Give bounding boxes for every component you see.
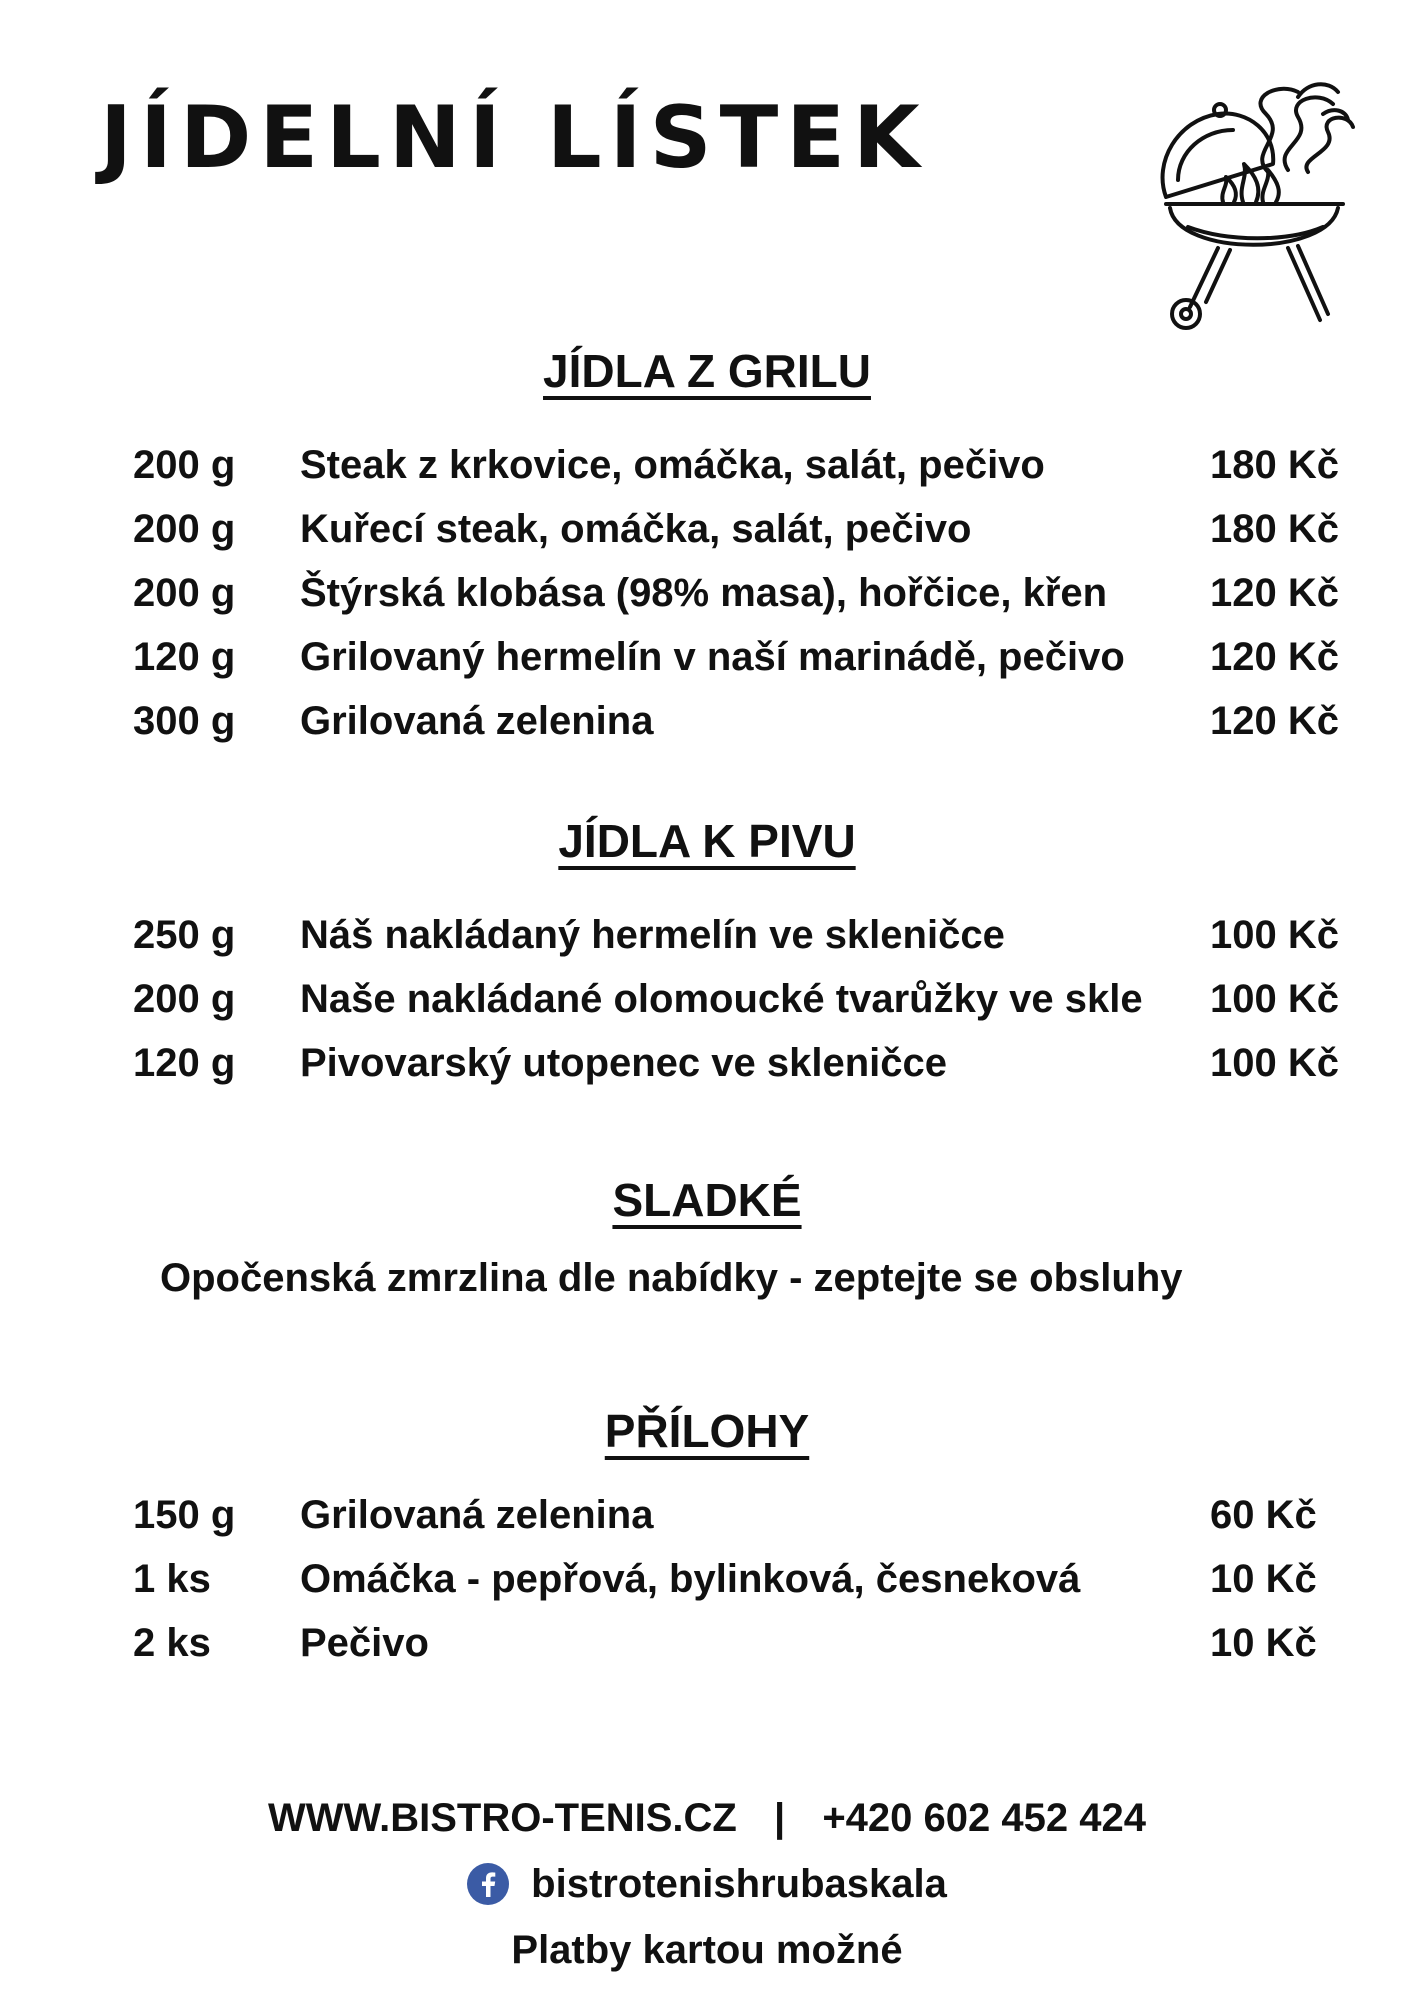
item-name: Grilovaný hermelín v naší marinádě, pečivo [300, 635, 1125, 679]
item-price: 120 Kč [1210, 571, 1339, 615]
website-link[interactable]: WWW.BISTRO-TENIS.CZ [268, 1796, 737, 1840]
list-item [0, 1033, 1414, 1093]
item-price: 100 Kč [1210, 977, 1339, 1021]
list-item [0, 1613, 1414, 1673]
list-item [0, 969, 1414, 1029]
item-price: 60 Kč [1210, 1493, 1317, 1537]
facebook-link[interactable] [467, 1856, 947, 1912]
list-item [0, 1549, 1414, 1609]
item-quantity: 150 g [133, 1493, 236, 1537]
item-quantity: 200 g [133, 571, 236, 615]
list-item [0, 563, 1414, 623]
list-item [0, 435, 1414, 495]
item-quantity: 120 g [133, 635, 236, 679]
item-quantity: 300 g [133, 699, 236, 743]
contact-line [0, 1790, 1414, 1846]
item-price: 10 Kč [1210, 1557, 1317, 1601]
item-name: Štýrská klobása (98% masa), hořčice, křen [300, 571, 1108, 615]
facebook-line [0, 1856, 1414, 1920]
item-quantity: 250 g [133, 913, 236, 957]
item-quantity: 200 g [133, 507, 236, 551]
phone-number[interactable]: +420 602 452 424 [822, 1796, 1146, 1840]
facebook-handle: bistrotenishrubaskala [531, 1862, 947, 1906]
item-name: Grilovaná zelenina [300, 699, 654, 743]
item-price: 120 Kč [1210, 635, 1339, 679]
item-quantity: 120 g [133, 1041, 236, 1085]
list-item [0, 905, 1414, 965]
item-quantity: 200 g [133, 443, 236, 487]
section-title-beer-snacks: JÍDLA K PIVU [558, 815, 856, 867]
separator: | [773, 1796, 786, 1840]
item-quantity: 1 ks [133, 1557, 211, 1601]
item-price: 180 Kč [1210, 507, 1339, 551]
item-name: Grilovaná zelenina [300, 1493, 654, 1537]
facebook-icon [467, 1863, 509, 1905]
item-name: Pivovarský utopenec ve skleničce [300, 1041, 948, 1085]
grill-icon [1148, 52, 1358, 342]
item-name: Pečivo [300, 1621, 429, 1665]
list-item [0, 499, 1414, 559]
item-price: 100 Kč [1210, 1041, 1339, 1085]
item-price: 180 Kč [1210, 443, 1339, 487]
item-name: Steak z krkovice, omáčka, salát, pečivo [300, 443, 1045, 487]
item-name: Náš nakládaný hermelín ve skleničce [300, 913, 1005, 957]
section-title-sides: PŘÍLOHY [604, 1405, 810, 1457]
item-price: 120 Kč [1210, 699, 1339, 743]
section-title-grill: JÍDLA Z GRILU [543, 345, 871, 397]
payment-note: Platby kartou možné [511, 1928, 903, 1972]
dessert-note: Opočenská zmrzlina dle nabídky - zeptejte se obsluhy [160, 1256, 1183, 1300]
item-name: Naše nakládané olomoucké tvarůžky ve skle [300, 977, 1143, 1021]
item-quantity: 200 g [133, 977, 236, 1021]
section-title-desserts: SLADKÉ [612, 1174, 802, 1226]
list-item [0, 691, 1414, 751]
item-name: Omáčka - pepřová, bylinková, česneková [300, 1557, 1081, 1601]
list-item [0, 627, 1414, 687]
item-price: 10 Kč [1210, 1621, 1317, 1665]
item-price: 100 Kč [1210, 913, 1339, 957]
list-item [0, 1485, 1414, 1545]
page-title: JÍDELNÍ LÍSTEK [100, 88, 928, 188]
item-quantity: 2 ks [133, 1621, 211, 1665]
item-name: Kuřecí steak, omáčka, salát, pečivo [300, 507, 972, 551]
